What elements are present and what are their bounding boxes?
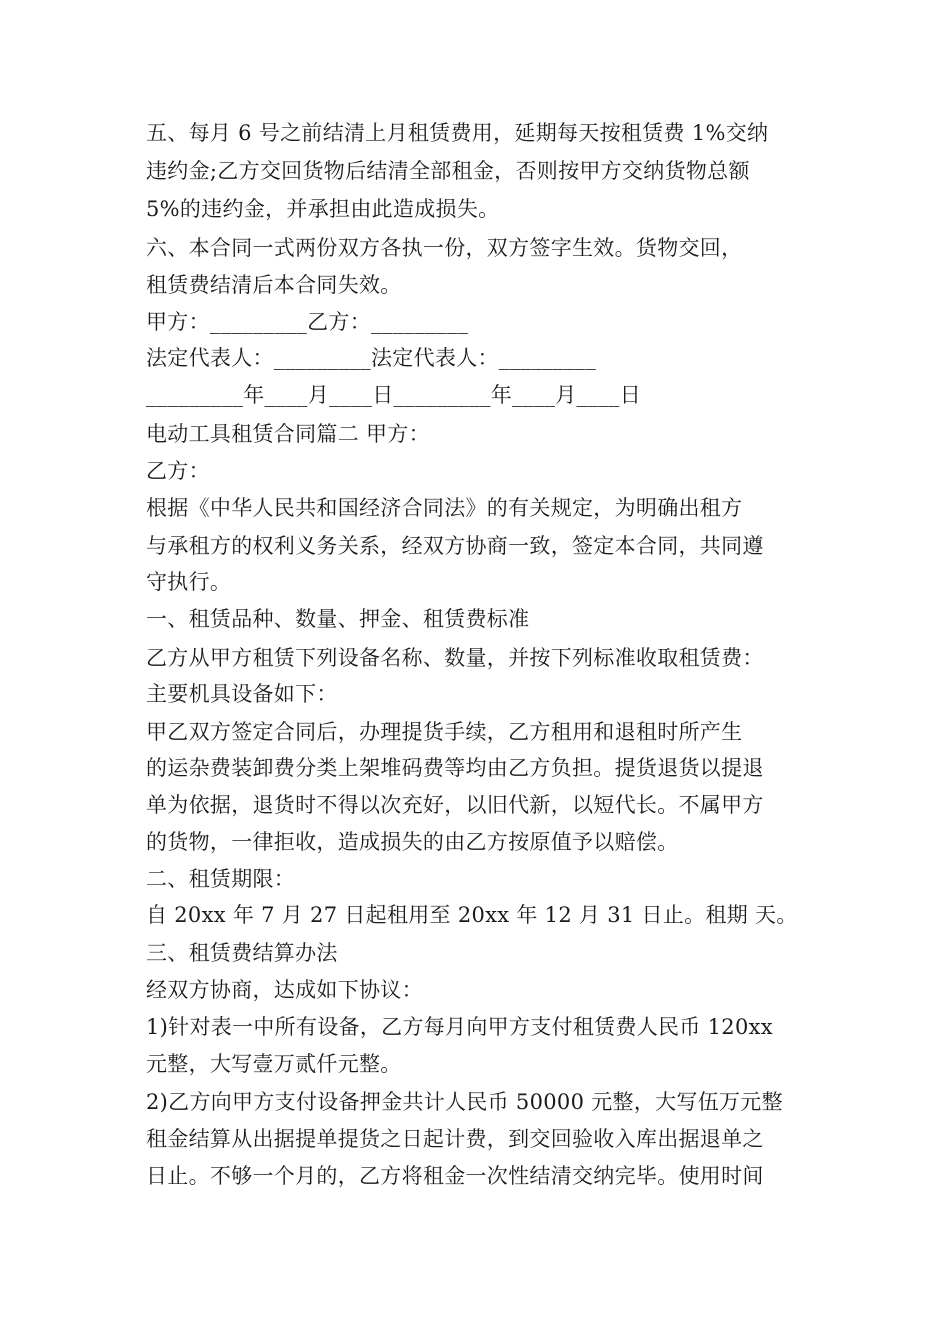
signature-line: 甲方：_________乙方：_________	[146, 310, 469, 334]
text-line: 的运杂费装卸费分类上架堆码费等均由乙方负担。提货退货以提退	[146, 756, 764, 780]
text-line: 乙方从甲方租赁下列设备名称、数量，并按下列标准收取租赁费：	[146, 646, 764, 670]
text-line: 六、本合同一式两份双方各执一份，双方签字生效。货物交回，	[146, 236, 743, 260]
text-line: 经双方协商，达成如下协议：	[146, 978, 423, 1002]
signature-line: 法定代表人：_________法定代表人：_________	[146, 346, 596, 370]
text-line: 五、每月 6 号之前结清上月租赁费用，延期每天按租赁费 1%交纳	[146, 121, 769, 145]
text-line: 1)针对表一中所有设备，乙方每月向甲方支付租赁费人民币 120xx	[146, 1015, 773, 1039]
text-line: 5%的违约金，并承担由此造成损失。	[146, 197, 500, 221]
clause-heading: 二、租赁期限：	[146, 867, 296, 891]
text-line: 租赁费结清后本合同失效。	[146, 273, 402, 297]
text-line: 的货物，一律拒收，造成损失的由乙方按原值予以赔偿。	[146, 830, 679, 854]
text-line: 单为依据，退货时不得以次充好，以旧代新，以短代长。不属甲方	[146, 793, 764, 817]
text-line: 日止。不够一个月的，乙方将租金一次性结清交纳完毕。使用时间	[146, 1164, 764, 1188]
text-line: 2)乙方向甲方支付设备押金共计人民币 50000 元整，大写伍万元整	[146, 1090, 783, 1114]
text-line: 与承租方的权利义务关系，经双方协商一致，签定本合同，共同遵	[146, 534, 764, 558]
text-line: 甲乙双方签定合同后，办理提货手续，乙方租用和退租时所产生	[146, 720, 743, 744]
clause-heading: 一、租赁品种、数量、押金、租赁费标准	[146, 607, 530, 631]
text-line: 违约金;乙方交回货物后结清全部租金，否则按甲方交纳货物总额	[146, 159, 750, 183]
clause-heading: 三、租赁费结算办法	[146, 941, 338, 965]
text-line: 乙方：	[146, 459, 210, 483]
text-line: 租金结算从出据提单提货之日起计费，到交回验收入库出据退单之	[146, 1127, 764, 1151]
text-line: 守执行。	[146, 570, 232, 594]
text-line: 根据《中华人民共和国经济合同法》的有关规定，为明确出租方	[146, 496, 743, 520]
section-heading: 电动工具租赁合同篇二 甲方：	[146, 422, 430, 446]
date-line: _________年____月____日_________年____月____日	[146, 383, 641, 407]
text-line: 元整，大写壹万贰仟元整。	[146, 1052, 402, 1076]
text-line: 自 20xx 年 7 月 27 日起租用至 20xx 年 12 月 31 日止。租期 天。	[146, 903, 798, 927]
text-line: 主要机具设备如下：	[146, 682, 338, 706]
